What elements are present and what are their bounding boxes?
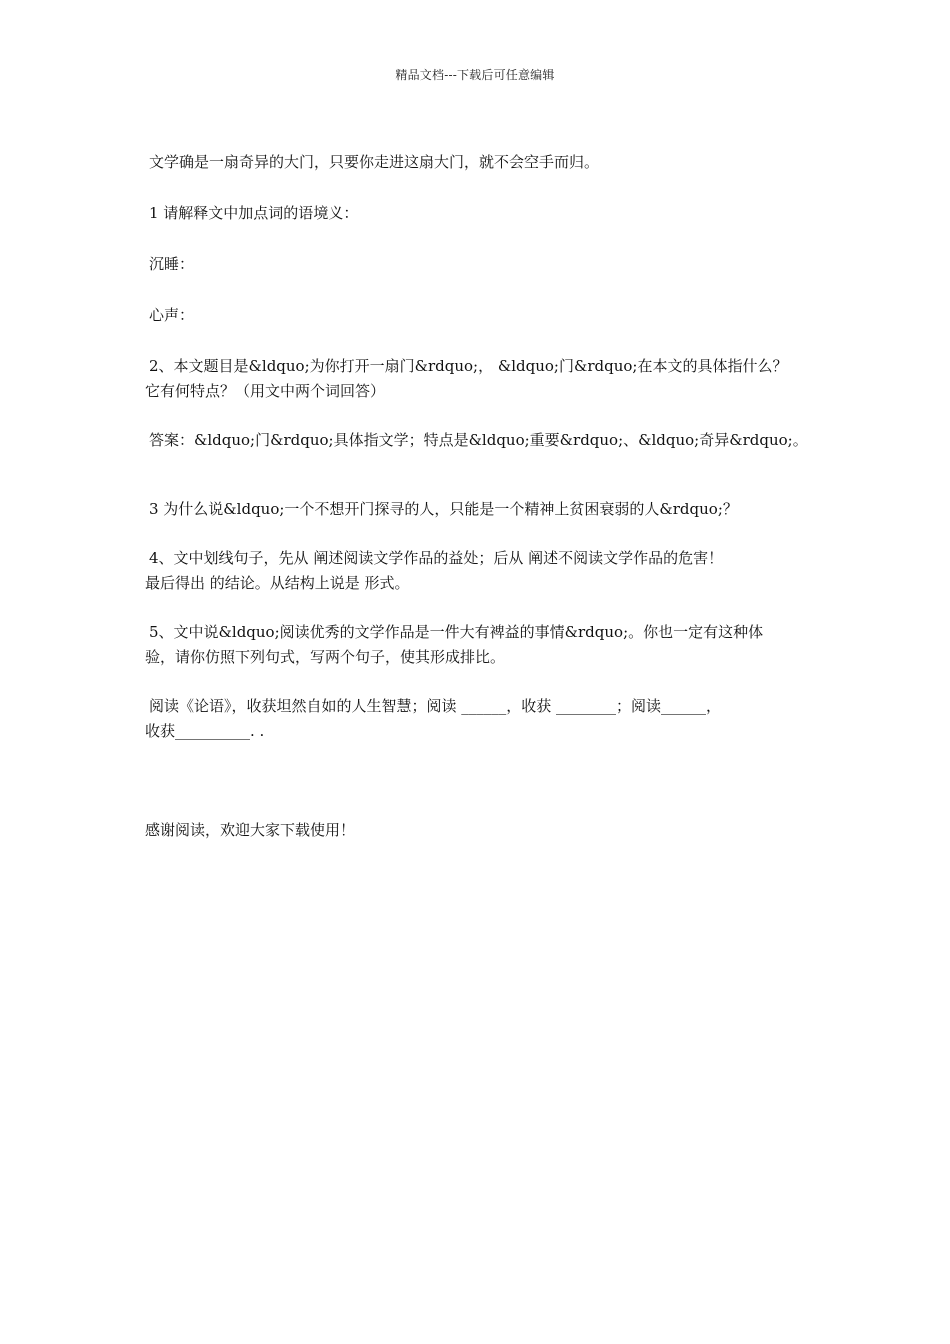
question-2-line-2: 它有何特点？（用文中两个词回答） <box>145 382 386 400</box>
closing-note: 感谢阅读，欢迎大家下载使用！ <box>145 821 356 839</box>
question-5-example <box>145 694 825 744</box>
question-4-line-1: 4、文中划线句子，先从 阐述阅读文学作品的益处；后从 阐述不阅读文学作品的危害！ <box>149 549 724 567</box>
question-5 <box>145 620 825 670</box>
question-5-example-line-2: 收获__________. . <box>145 722 265 740</box>
question-5-example-line-1: 阅读《论语》，收获坦然自如的人生智慧；阅读 ______，收获 ________；阅读______， <box>149 697 722 715</box>
page-header: 精品文档---下载后可任意编辑 <box>395 68 555 82</box>
question-1-item-chenshui: 沉睡： <box>149 255 195 273</box>
answer-2: 答案：&ldquo;门&rdquo;具体指文学；特点是&ldquo;重要&rdquo;、&ldquo;奇异&rdquo;。 <box>149 431 808 449</box>
document-body <box>145 150 825 843</box>
question-1: 1 请解释文中加点词的语境义： <box>149 204 359 222</box>
question-5-line-2: 验，请你仿照下列句式，写两个句子，使其形成排比。 <box>145 648 506 666</box>
question-4 <box>145 546 825 596</box>
question-4-line-2: 最后得出 的结论。从结构上说是 形式。 <box>145 574 410 592</box>
question-2 <box>145 354 825 404</box>
question-1-item-xinsheng: 心声： <box>149 306 195 324</box>
question-2-line-1: 2、本文题目是&ldquo;为你打开一扇门&rdquo;， &ldquo;门&rdquo;在本文的具体指什么？ <box>149 357 788 375</box>
question-3: 3 为什么说&ldquo;一个不想开门探寻的人，只能是一个精神上贫困衰弱的人&rdquo;？ <box>149 500 738 518</box>
question-5-line-1: 5、文中说&ldquo;阅读优秀的文学作品是一件大有裨益的事情&rdquo;。你也一定有这种体 <box>149 623 764 641</box>
paragraph-intro: 文学确是一扇奇异的大门，只要你走进这扇大门，就不会空手而归。 <box>149 153 600 171</box>
